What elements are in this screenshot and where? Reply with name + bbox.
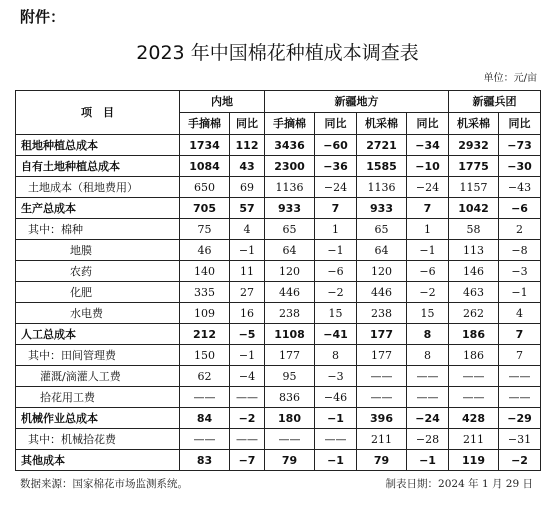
table-cell: —— bbox=[180, 429, 230, 450]
table-cell: −6 bbox=[499, 198, 541, 219]
table-row bbox=[16, 240, 541, 261]
table-cell: 1585 bbox=[357, 156, 407, 177]
table-cell: −24 bbox=[315, 177, 357, 198]
table-cell: −1 bbox=[315, 240, 357, 261]
table-cell: −1 bbox=[315, 408, 357, 429]
header-item: 项 目 bbox=[16, 91, 180, 135]
table-cell: —— bbox=[407, 387, 449, 408]
table-cell: 186 bbox=[449, 324, 499, 345]
table-cell: 7 bbox=[315, 198, 357, 219]
table-cell: −41 bbox=[315, 324, 357, 345]
table-cell: 705 bbox=[180, 198, 230, 219]
table-row bbox=[16, 429, 541, 450]
row-label: 其他成本 bbox=[16, 450, 180, 471]
table-cell: 113 bbox=[449, 240, 499, 261]
data-source-note: 数据来源：国家棉花市场监测系统。 bbox=[20, 478, 188, 490]
table-cell: 15 bbox=[407, 303, 449, 324]
group-inland: 内地 bbox=[180, 91, 265, 113]
table-cell: 933 bbox=[357, 198, 407, 219]
table-cell: 933 bbox=[265, 198, 315, 219]
table-cell: 75 bbox=[180, 219, 230, 240]
row-label: 拾花用工费 bbox=[16, 387, 180, 408]
table-cell: 1042 bbox=[449, 198, 499, 219]
table-cell: 62 bbox=[180, 366, 230, 387]
table-cell: 212 bbox=[180, 324, 230, 345]
table-cell: 2300 bbox=[265, 156, 315, 177]
table-cell: −43 bbox=[499, 177, 541, 198]
row-label: 机械作业总成本 bbox=[16, 408, 180, 429]
table-cell: 1 bbox=[407, 219, 449, 240]
table-cell: 15 bbox=[315, 303, 357, 324]
table-cell: 83 bbox=[180, 450, 230, 471]
table-cell: 46 bbox=[180, 240, 230, 261]
table-cell: −46 bbox=[315, 387, 357, 408]
table-cell: 1734 bbox=[180, 135, 230, 156]
row-label: 租地种植总成本 bbox=[16, 135, 180, 156]
table-cell: 7 bbox=[407, 198, 449, 219]
subcol-header: 手摘棉 bbox=[180, 113, 230, 135]
table-cell: 109 bbox=[180, 303, 230, 324]
table-cell: −60 bbox=[315, 135, 357, 156]
table-cell: 650 bbox=[180, 177, 230, 198]
table-cell: 43 bbox=[230, 156, 265, 177]
table-cell: 112 bbox=[230, 135, 265, 156]
group-xinjiang-local: 新疆地方 bbox=[265, 91, 449, 113]
table-cell: −8 bbox=[499, 240, 541, 261]
table-cell: 8 bbox=[407, 345, 449, 366]
table-cell: 58 bbox=[449, 219, 499, 240]
cost-table bbox=[15, 90, 541, 471]
table-row bbox=[16, 324, 541, 345]
table-cell: 238 bbox=[265, 303, 315, 324]
table-cell: 463 bbox=[449, 282, 499, 303]
table-cell: —— bbox=[499, 387, 541, 408]
table-cell: 180 bbox=[265, 408, 315, 429]
table-cell: −3 bbox=[499, 261, 541, 282]
table-row bbox=[16, 198, 541, 219]
table-cell: −1 bbox=[315, 450, 357, 471]
page-title: 2023 年中国棉花种植成本调查表 bbox=[136, 42, 419, 64]
table-cell: −1 bbox=[230, 240, 265, 261]
subcol-header: 同比 bbox=[315, 113, 357, 135]
table-cell: —— bbox=[230, 429, 265, 450]
table-row bbox=[16, 345, 541, 366]
table-cell: —— bbox=[315, 429, 357, 450]
row-label: 地膜 bbox=[16, 240, 180, 261]
row-label: 其中：机械拾花费 bbox=[16, 429, 180, 450]
table-cell: 95 bbox=[265, 366, 315, 387]
subcol-header: 机采棉 bbox=[449, 113, 499, 135]
row-label: 人工总成本 bbox=[16, 324, 180, 345]
table-cell: −1 bbox=[407, 450, 449, 471]
table-cell: 211 bbox=[357, 429, 407, 450]
table-cell: 119 bbox=[449, 450, 499, 471]
subcol-header: 手摘棉 bbox=[265, 113, 315, 135]
row-label: 其中：棉种 bbox=[16, 219, 180, 240]
unit-label: 单位：元/亩 bbox=[483, 73, 537, 84]
header-row-groups bbox=[16, 91, 541, 113]
subcol-header: 同比 bbox=[230, 113, 265, 135]
table-cell: 177 bbox=[357, 324, 407, 345]
table-cell: 211 bbox=[449, 429, 499, 450]
table-cell: −73 bbox=[499, 135, 541, 156]
table-row bbox=[16, 135, 541, 156]
table-cell: −6 bbox=[315, 261, 357, 282]
table-cell: 1157 bbox=[449, 177, 499, 198]
table-cell: 84 bbox=[180, 408, 230, 429]
table-cell: 1 bbox=[315, 219, 357, 240]
table-row bbox=[16, 261, 541, 282]
table-cell: 428 bbox=[449, 408, 499, 429]
table-row bbox=[16, 366, 541, 387]
table-cell: 65 bbox=[265, 219, 315, 240]
table-cell: 836 bbox=[265, 387, 315, 408]
table-cell: −2 bbox=[315, 282, 357, 303]
footer bbox=[20, 476, 533, 491]
table-cell: −34 bbox=[407, 135, 449, 156]
table-cell: —— bbox=[407, 366, 449, 387]
table-cell: 120 bbox=[265, 261, 315, 282]
table-cell: 238 bbox=[357, 303, 407, 324]
row-label: 生产总成本 bbox=[16, 198, 180, 219]
table-cell: 8 bbox=[315, 345, 357, 366]
row-label: 化肥 bbox=[16, 282, 180, 303]
table-cell: —— bbox=[449, 366, 499, 387]
row-label: 农药 bbox=[16, 261, 180, 282]
table-cell: −28 bbox=[407, 429, 449, 450]
table-cell: −4 bbox=[230, 366, 265, 387]
table-cell: −30 bbox=[499, 156, 541, 177]
table-row bbox=[16, 387, 541, 408]
row-label: 其中：田间管理费 bbox=[16, 345, 180, 366]
table-cell: 8 bbox=[407, 324, 449, 345]
table-row bbox=[16, 408, 541, 429]
table-cell: −1 bbox=[407, 240, 449, 261]
table-cell: 27 bbox=[230, 282, 265, 303]
table-cell: −1 bbox=[230, 345, 265, 366]
table-cell: 396 bbox=[357, 408, 407, 429]
table-cell: —— bbox=[180, 387, 230, 408]
row-label: 水电费 bbox=[16, 303, 180, 324]
table-cell: 446 bbox=[265, 282, 315, 303]
table-cell: −29 bbox=[499, 408, 541, 429]
table-cell: 79 bbox=[265, 450, 315, 471]
table-cell: 335 bbox=[180, 282, 230, 303]
table-cell: 177 bbox=[357, 345, 407, 366]
table-cell: −24 bbox=[407, 408, 449, 429]
table-cell: 1108 bbox=[265, 324, 315, 345]
subcol-header: 机采棉 bbox=[357, 113, 407, 135]
table-cell: −1 bbox=[499, 282, 541, 303]
table-cell: —— bbox=[230, 387, 265, 408]
table-cell: 7 bbox=[499, 324, 541, 345]
table-cell: 79 bbox=[357, 450, 407, 471]
table-cell: −10 bbox=[407, 156, 449, 177]
table-row bbox=[16, 219, 541, 240]
table-cell: 3436 bbox=[265, 135, 315, 156]
table-cell: 177 bbox=[265, 345, 315, 366]
table-cell: —— bbox=[357, 366, 407, 387]
table-cell: 7 bbox=[499, 345, 541, 366]
attachment-label: 附件： bbox=[20, 8, 66, 26]
table-cell: 446 bbox=[357, 282, 407, 303]
table-cell: 57 bbox=[230, 198, 265, 219]
table-cell: 69 bbox=[230, 177, 265, 198]
table-cell: −2 bbox=[407, 282, 449, 303]
table-cell: —— bbox=[357, 387, 407, 408]
table-cell: −5 bbox=[230, 324, 265, 345]
table-cell: 65 bbox=[357, 219, 407, 240]
table-cell: −2 bbox=[230, 408, 265, 429]
group-xinjiang-corps: 新疆兵团 bbox=[449, 91, 541, 113]
table-cell: 4 bbox=[499, 303, 541, 324]
table-cell: −24 bbox=[407, 177, 449, 198]
table-cell: —— bbox=[499, 366, 541, 387]
table-cell: 1136 bbox=[265, 177, 315, 198]
table-cell: 64 bbox=[357, 240, 407, 261]
subcol-header: 同比 bbox=[407, 113, 449, 135]
table-cell: −36 bbox=[315, 156, 357, 177]
row-label: 土地成本（租地费用） bbox=[16, 177, 180, 198]
table-cell: −7 bbox=[230, 450, 265, 471]
table-row bbox=[16, 303, 541, 324]
row-label: 自有土地种植总成本 bbox=[16, 156, 180, 177]
table-row bbox=[16, 156, 541, 177]
table-cell: 1775 bbox=[449, 156, 499, 177]
table-cell: 120 bbox=[357, 261, 407, 282]
table-cell: 150 bbox=[180, 345, 230, 366]
table-cell: 146 bbox=[449, 261, 499, 282]
table-cell: 11 bbox=[230, 261, 265, 282]
table-cell: 64 bbox=[265, 240, 315, 261]
row-label: 灌溉/滴灌人工费 bbox=[16, 366, 180, 387]
compile-date: 制表日期：2024 年 1 月 29 日 bbox=[385, 478, 533, 490]
table-cell: −31 bbox=[499, 429, 541, 450]
table-cell: −3 bbox=[315, 366, 357, 387]
subcol-header: 同比 bbox=[499, 113, 541, 135]
table-cell: 186 bbox=[449, 345, 499, 366]
table-cell: —— bbox=[265, 429, 315, 450]
table-cell: −6 bbox=[407, 261, 449, 282]
table-cell: 2721 bbox=[357, 135, 407, 156]
table-cell: 2932 bbox=[449, 135, 499, 156]
table-cell: 4 bbox=[230, 219, 265, 240]
table-cell: 1136 bbox=[357, 177, 407, 198]
table-cell: −2 bbox=[499, 450, 541, 471]
table-row bbox=[16, 177, 541, 198]
table-row bbox=[16, 282, 541, 303]
table-cell: 262 bbox=[449, 303, 499, 324]
table-cell: 2 bbox=[499, 219, 541, 240]
table-row bbox=[16, 450, 541, 471]
table-cell: —— bbox=[449, 387, 499, 408]
table-cell: 1084 bbox=[180, 156, 230, 177]
table-cell: 140 bbox=[180, 261, 230, 282]
table-cell: 16 bbox=[230, 303, 265, 324]
